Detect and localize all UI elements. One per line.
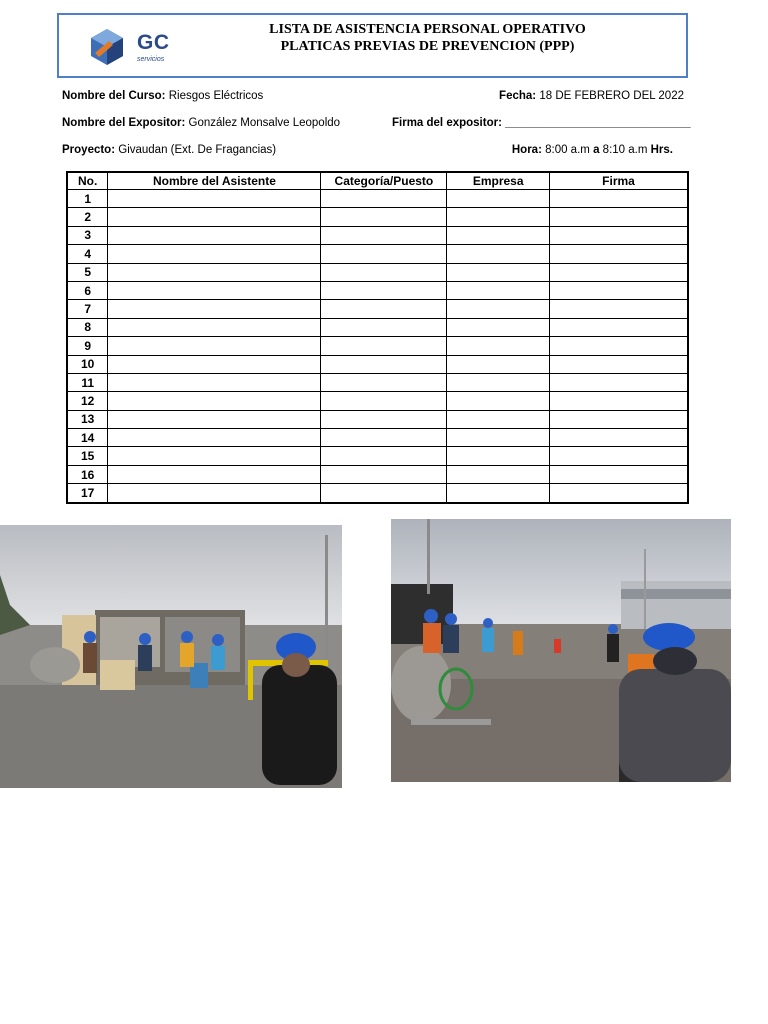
category-cell[interactable] <box>321 245 447 263</box>
table-row <box>67 373 688 391</box>
table-row <box>67 484 688 503</box>
header-signature: Firma <box>550 172 688 190</box>
row-number: 11 <box>67 373 108 391</box>
attendance-rows <box>67 190 688 503</box>
document-title <box>179 21 676 55</box>
category-cell[interactable] <box>321 337 447 355</box>
date-label: Fecha: <box>499 90 537 102</box>
speaker-field <box>62 117 340 129</box>
company-cell[interactable] <box>447 318 550 336</box>
attendee-name-cell[interactable] <box>108 429 321 447</box>
project-field <box>62 144 276 156</box>
header-company: Empresa <box>447 172 550 190</box>
header-box <box>57 13 688 78</box>
signature-cell[interactable] <box>550 208 688 226</box>
signature-cell[interactable] <box>550 465 688 483</box>
signature-cell[interactable] <box>550 429 688 447</box>
category-cell[interactable] <box>321 300 447 318</box>
attendee-name-cell[interactable] <box>108 245 321 263</box>
company-cell[interactable] <box>447 208 550 226</box>
row-number: 15 <box>67 447 108 465</box>
category-cell[interactable] <box>321 355 447 373</box>
category-cell[interactable] <box>321 281 447 299</box>
speaker-label: Nombre del Expositor: <box>62 117 186 129</box>
company-cell[interactable] <box>447 373 550 391</box>
row-number: 14 <box>67 429 108 447</box>
category-cell[interactable] <box>321 410 447 428</box>
table-row <box>67 355 688 373</box>
row-number: 7 <box>67 300 108 318</box>
signature-cell[interactable] <box>550 447 688 465</box>
company-cell[interactable] <box>447 337 550 355</box>
row-number: 2 <box>67 208 108 226</box>
company-cell[interactable] <box>447 465 550 483</box>
table-row <box>67 190 688 208</box>
attendee-name-cell[interactable] <box>108 281 321 299</box>
company-cell[interactable] <box>447 245 550 263</box>
category-cell[interactable] <box>321 190 447 208</box>
row-number: 8 <box>67 318 108 336</box>
category-cell[interactable] <box>321 226 447 244</box>
signature-cell[interactable] <box>550 226 688 244</box>
attendance-table <box>66 171 689 504</box>
row-number: 17 <box>67 484 108 503</box>
row-number: 3 <box>67 226 108 244</box>
company-cell[interactable] <box>447 190 550 208</box>
signature-cell[interactable] <box>550 392 688 410</box>
table-row <box>67 208 688 226</box>
category-cell[interactable] <box>321 208 447 226</box>
signature-cell[interactable] <box>550 337 688 355</box>
category-cell[interactable] <box>321 318 447 336</box>
speaker-value: González Monsalve Leopoldo <box>188 117 341 129</box>
speaker-signature-line: _____________________________ <box>505 117 691 129</box>
attendee-name-cell[interactable] <box>108 190 321 208</box>
date-value: 18 DE FEBRERO DEL 2022 <box>539 90 684 102</box>
photo-left <box>0 525 342 788</box>
time-unit: Hrs. <box>650 144 673 156</box>
table-row <box>67 337 688 355</box>
company-cell[interactable] <box>447 263 550 281</box>
signature-cell[interactable] <box>550 245 688 263</box>
signature-cell[interactable] <box>550 484 688 503</box>
signature-cell[interactable] <box>550 410 688 428</box>
attendee-name-cell[interactable] <box>108 300 321 318</box>
speaker-signature-label: Firma del expositor: <box>392 117 502 129</box>
time-field <box>512 144 673 156</box>
time-label: Hora: <box>511 144 542 156</box>
category-cell[interactable] <box>321 447 447 465</box>
attendee-name-cell[interactable] <box>108 337 321 355</box>
signature-cell[interactable] <box>550 300 688 318</box>
time-end: 8:10 a.m <box>602 144 648 156</box>
category-cell[interactable] <box>321 429 447 447</box>
logo-text: GC <box>137 31 170 54</box>
project-label: Proyecto: <box>62 144 116 156</box>
signature-cell[interactable] <box>550 355 688 373</box>
table-row <box>67 465 688 483</box>
time-start: 8:00 a.m <box>545 144 590 156</box>
category-cell[interactable] <box>321 392 447 410</box>
course-label: Nombre del Curso: <box>62 90 166 102</box>
attendee-name-cell[interactable] <box>108 484 321 503</box>
title-line-2: PLATICAS PREVIAS DE PREVENCION (PPP) <box>280 39 575 54</box>
attendee-name-cell[interactable] <box>108 318 321 336</box>
row-number: 6 <box>67 281 108 299</box>
attendee-name-cell[interactable] <box>108 263 321 281</box>
title-line-1: LISTA DE ASISTENCIA PERSONAL OPERATIVO <box>269 22 586 37</box>
project-value: Givaudan (Ext. De Fragancias) <box>118 144 277 156</box>
signature-cell[interactable] <box>550 190 688 208</box>
attendee-name-cell[interactable] <box>108 447 321 465</box>
row-number: 10 <box>67 355 108 373</box>
company-cell[interactable] <box>447 300 550 318</box>
table-row <box>67 392 688 410</box>
signature-cell[interactable] <box>550 318 688 336</box>
signature-cell[interactable] <box>550 281 688 299</box>
table-row <box>67 245 688 263</box>
site-photo-right <box>391 519 731 782</box>
category-cell[interactable] <box>321 373 447 391</box>
attendee-name-cell[interactable] <box>108 355 321 373</box>
attendee-name-cell[interactable] <box>108 465 321 483</box>
signature-cell[interactable] <box>550 373 688 391</box>
table-row <box>67 429 688 447</box>
attendee-name-cell[interactable] <box>108 226 321 244</box>
row-number: 9 <box>67 337 108 355</box>
header-name: Nombre del Asistente <box>108 172 321 190</box>
table-row <box>67 263 688 281</box>
attendee-name-cell[interactable] <box>108 392 321 410</box>
row-number: 12 <box>67 392 108 410</box>
photo-right <box>391 519 731 782</box>
course-field <box>62 90 263 102</box>
table-row <box>67 300 688 318</box>
logo-cube-icon <box>87 27 127 67</box>
course-value: Riesgos Eléctricos <box>168 90 264 102</box>
row-number: 4 <box>67 245 108 263</box>
table-row <box>67 318 688 336</box>
attendee-name-cell[interactable] <box>108 373 321 391</box>
header-category: Categoría/Puesto <box>321 172 447 190</box>
table-row <box>67 281 688 299</box>
company-cell[interactable] <box>447 429 550 447</box>
category-cell[interactable] <box>321 263 447 281</box>
company-cell[interactable] <box>447 410 550 428</box>
company-cell[interactable] <box>447 281 550 299</box>
category-cell[interactable] <box>321 484 447 503</box>
company-cell[interactable] <box>447 355 550 373</box>
table-row <box>67 410 688 428</box>
table-header-row <box>67 172 688 190</box>
table-row <box>67 226 688 244</box>
speaker-signature-field <box>392 117 691 129</box>
attendee-name-cell[interactable] <box>108 208 321 226</box>
site-photo-left <box>0 525 342 788</box>
date-field <box>499 90 684 102</box>
time-separator: a <box>593 144 600 156</box>
row-number: 13 <box>67 410 108 428</box>
row-number: 16 <box>67 465 108 483</box>
signature-cell[interactable] <box>550 263 688 281</box>
company-cell[interactable] <box>447 447 550 465</box>
company-cell[interactable] <box>447 484 550 503</box>
header-no: No. <box>67 172 108 190</box>
company-logo <box>87 25 182 71</box>
row-number: 1 <box>67 190 108 208</box>
table-row <box>67 447 688 465</box>
category-cell[interactable] <box>321 465 447 483</box>
logo-subtext: servicios <box>137 56 165 63</box>
row-number: 5 <box>67 263 108 281</box>
attendee-name-cell[interactable] <box>108 410 321 428</box>
company-cell[interactable] <box>447 226 550 244</box>
company-cell[interactable] <box>447 392 550 410</box>
